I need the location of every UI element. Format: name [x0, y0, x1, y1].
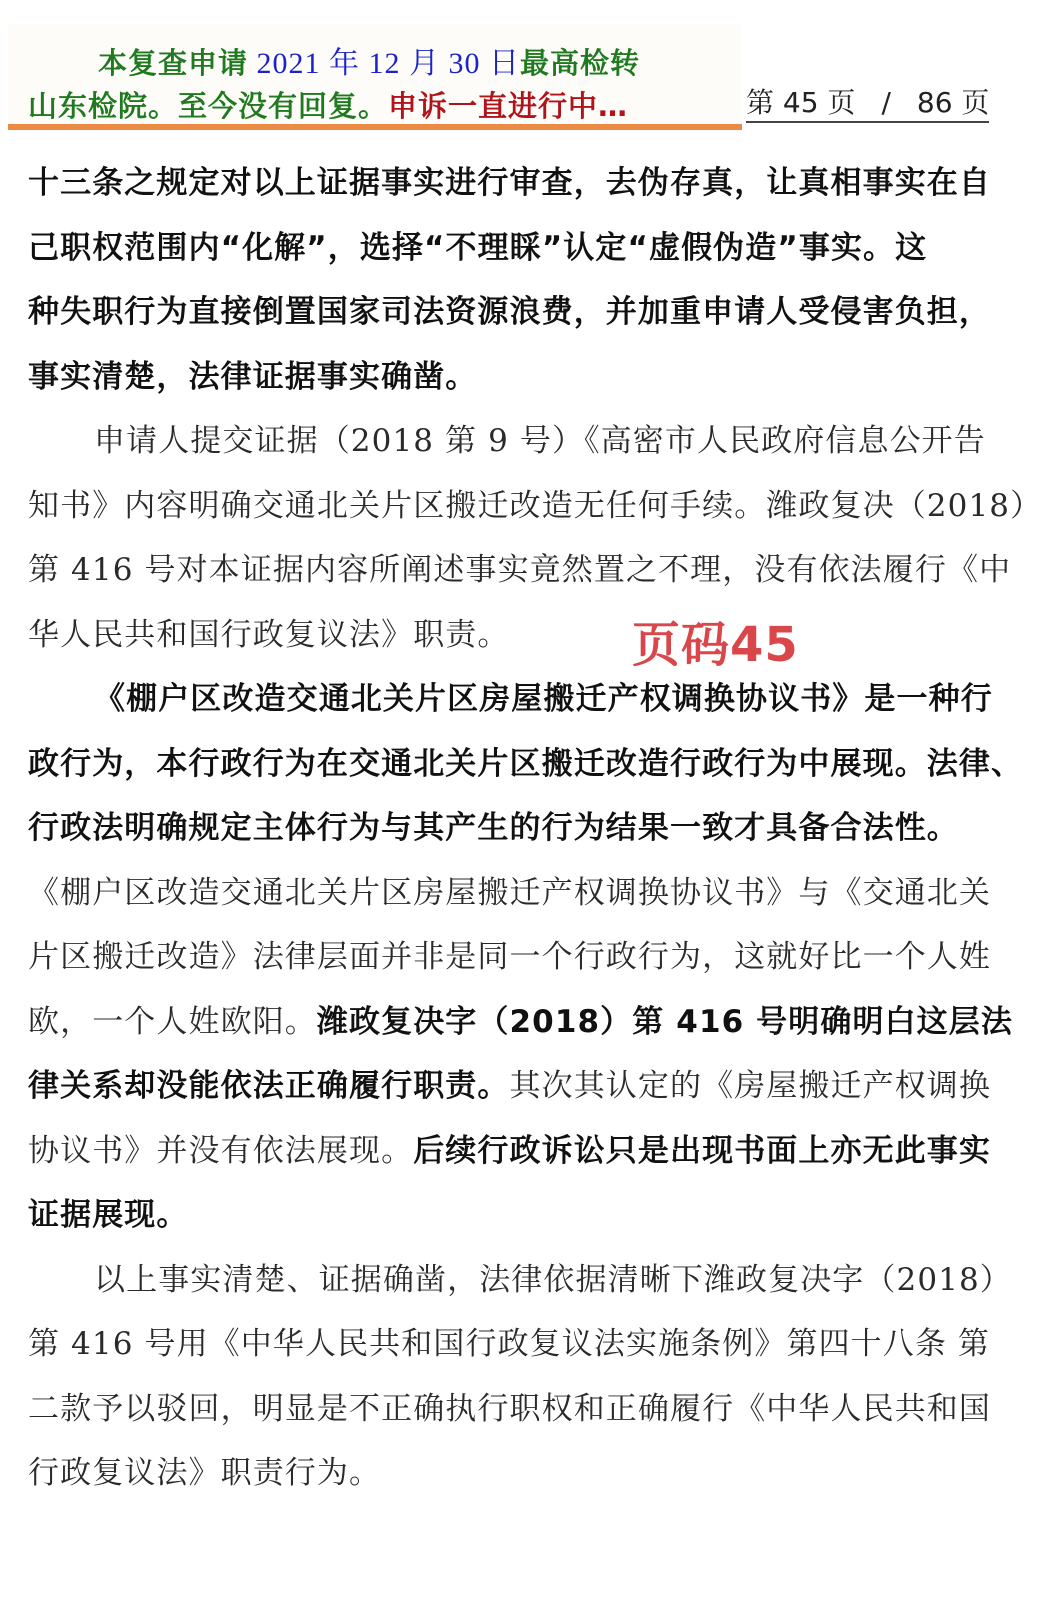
text-line — [28, 994, 1013, 1059]
text-line — [28, 413, 1004, 478]
regular-text: 华人民共和国行政复议法》职责。 — [28, 616, 510, 653]
banner-text-green: 山东检院。至今没有回复。 — [28, 89, 389, 123]
text-line — [28, 478, 1043, 543]
regular-text: 欧，一个人姓欧阳。 — [28, 1003, 317, 1040]
text-line — [28, 929, 1004, 994]
bold-text: 证据展现。 — [28, 1197, 189, 1233]
banner-line-2 — [8, 84, 762, 125]
regular-text: 第 416 号用《中华人民共和国行政复议法实施条例》第四十八条 第 — [28, 1326, 991, 1362]
bold-text: 己职权范围内“化解”，选择“不理睬”认定“虚假伪造”事实。这 — [28, 229, 928, 266]
text-line — [28, 1316, 1004, 1381]
regular-text: 以上事实清楚、证据确凿，法律依据清晰下潍政复决字（2018） — [94, 1261, 1012, 1298]
page-number-watermark: 页码45 — [632, 617, 799, 673]
text-line — [28, 607, 1004, 672]
text-line — [28, 671, 1004, 736]
banner-divider — [8, 124, 742, 130]
banner-text-red: 申诉一直进行中… — [388, 89, 629, 123]
banner-text-green: 本复查申请 — [97, 46, 248, 80]
page-total: 86 页 — [916, 86, 990, 119]
text-line — [28, 220, 1004, 285]
text-line — [28, 865, 1004, 930]
text-line — [28, 349, 1004, 414]
regular-text: 片区搬迁改造》法律层面并非是同一个行政行为，这就好比一个人姓 — [28, 939, 991, 975]
bold-text: 事实清楚，法律证据事实确凿。 — [28, 358, 478, 395]
text-line — [28, 284, 1004, 349]
text-line — [28, 542, 1012, 607]
page-counter — [746, 86, 989, 123]
banner-date: 2021 年 12 月 30 日 — [248, 47, 520, 80]
regular-text: 知书》内容明确交通北关片区搬迁改造无任何手续。潍政复决（2018） — [28, 487, 1043, 524]
page-current: 第 45 页 — [746, 86, 856, 119]
text-line — [28, 1058, 1004, 1123]
banner-line-1 — [2, 38, 736, 82]
regular-text: 行政复议法》职责行为。 — [28, 1455, 382, 1491]
text-line — [28, 1445, 1004, 1510]
regular-text: 申请人提交证据（2018 第 9 号）《高密市人民政府信息公开告 — [94, 423, 986, 459]
text-line — [28, 1252, 1012, 1317]
bold-text: 政行为，本行政行为在交通北关片区搬迁改造行政行为中展现。法律、 — [28, 745, 1024, 782]
text-line — [28, 1381, 1004, 1446]
text-line — [28, 1123, 1004, 1188]
bold-text: 潍政复决字（2018）第 416 号明确明白这层法 — [316, 1003, 1013, 1040]
text-line — [28, 800, 1004, 865]
page-separator: / — [881, 86, 891, 119]
bold-text: 十三条之规定对以上证据事实进行审查，去伪存真，让真相事实在自 — [28, 165, 991, 201]
text-line — [28, 155, 1004, 220]
regular-text: 《棚户区改造交通北关片区房屋搬迁产权调换协议书》与《交通北关 — [28, 874, 991, 911]
banner-text-green: 最高检转 — [520, 46, 641, 80]
text-line — [28, 1187, 1004, 1252]
bold-text: 律关系却没能依法正确履行职责。 — [28, 1068, 510, 1104]
regular-text: 二款予以驳回，明显是不正确执行职权和正确履行《中华人民共和国 — [28, 1390, 991, 1427]
regular-text: 第 416 号对本证据内容所阐述事实竟然置之不理，没有依法履行《中 — [28, 552, 1012, 588]
regular-text: 其次其认定的《房屋搬迁产权调换 — [509, 1068, 991, 1104]
regular-text: 协议书》并没有依法展现。 — [28, 1132, 414, 1169]
bold-text: 《棚户区改造交通北关片区房屋搬迁产权调换协议书》是一种行 — [94, 681, 993, 717]
bold-text: 后续行政诉讼只是出现书面上亦无此事实 — [413, 1132, 992, 1169]
document-body — [28, 155, 1043, 1510]
text-line — [28, 736, 1024, 801]
header-banner — [8, 24, 742, 130]
bold-text: 种失职行为直接倒置国家司法资源浪费，并加重申请人受侵害负担， — [28, 294, 991, 330]
bold-text: 行政法明确规定主体行为与其产生的行为结果一致才具备合法性。 — [28, 810, 959, 846]
